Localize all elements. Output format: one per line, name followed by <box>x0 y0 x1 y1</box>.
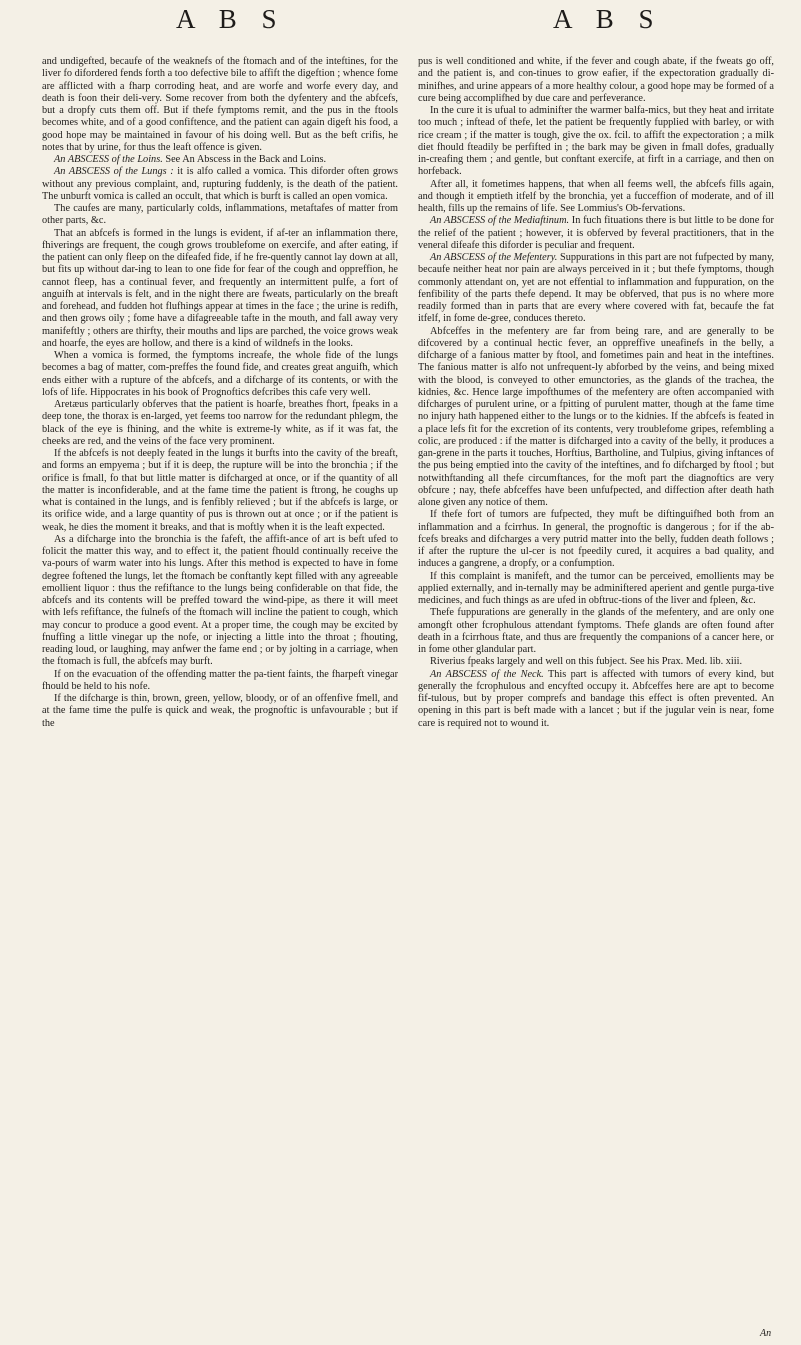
paragraph <box>42 669 398 694</box>
paragraph-text: As a difcharge into the bronchia is the fafeft, the affift-ance of art is beft ufed to folicit the matter this way, and to effect it, the patient fhould continually receive the va-pours of warm water into his lungs. After this method is expected to have in fome degree foftened the lungs, let the ftomach be conftantly kept filled with any agreeable emollient liquor : thus the refiftance to the lungs being confiderable on that fide, the abfcefs and its contents will be preffed toward the wind-pipe, as there it will meet with lefs refiftance, the fulnefs of the ftomach will incline the patient to cough, which may concur to produce a good event. At a proper time, the cough may be excited by fnuffing a little vinegar up the nofe, or injecting a little into the throat ; fhouting, reading loud, or laughing, may anfwer the fame end ; or by jolting in a carriage, when the ftomach is full, the abfcefs may burft. <box>42 533 398 668</box>
entry-heading: An ABSCESS of the Mefentery. <box>430 252 558 263</box>
catchword: An <box>760 1328 772 1339</box>
paragraph-text: When a vomica is formed, the fymptoms increafe, the whole fide of the lungs becomes a bag of matter, com-preffes the found fide, and creates great anguifh, which ends either with a rupture of the abfcefs, and a difcharge of its contents, or with the lofs of life. Hippocrates in his book of Prognoftics defcribes this cafe very well. <box>42 350 398 398</box>
paragraph <box>42 203 398 228</box>
running-head <box>0 4 801 40</box>
paragraph-text: If the abfcefs is not deeply feated in the lungs it burfts into the cavity of the breaft, and forms an empyema ; but if it is deep, the rupture will be into the bronchia ; if the orifice is fmall, fo that but little matter is difcharged at once, or if the quantity of all the matter is inconfiderable, and at the fame time the patient is ftrong, he coughs up what is contained in the lungs, and is fenfibly relieved ; but if the abfcefs is large, or its orifice wide, and a large quantity of pus is thrown out at once ; or if the patient is weak, he dies the moment it breaks, and that is moftly when it is the leaft expected. <box>42 448 398 533</box>
paragraph-text: See An Abscess in the Back and Loins. <box>162 154 327 165</box>
paragraph <box>418 509 774 570</box>
paragraph <box>42 154 398 166</box>
entry-heading: An ABSCESS of the Neck. <box>430 668 544 680</box>
paragraph <box>42 534 398 669</box>
paragraph <box>418 656 774 668</box>
paragraph <box>418 607 774 656</box>
paragraph-text: In fuch fituations there is but little to be done for the relief of the patient ; however, it is obferved by feveral practitioners, that in the veneral difeafe this diforder is peculiar and frequent. <box>418 215 774 251</box>
right-text-column <box>418 56 774 730</box>
paragraph <box>42 693 398 730</box>
paragraph <box>42 228 398 351</box>
paragraph-text: Riverius fpeaks largely and well on this fubject. See his Prax. Med. lib. xiii. <box>430 656 743 668</box>
paragraph <box>418 326 774 510</box>
paragraph <box>418 571 774 608</box>
paragraph <box>42 448 398 534</box>
running-head-left: A B S <box>176 4 286 34</box>
paragraph-text: This part is affected with tumors of every kind, but generally the fcrophulous and encyfted occupy it. Abfceffes here are apt to become fif-tulous, but by proper comprefs and bandage this effect is often prevented. An opening in this part is beft made with a lancet ; but if the jugular vein is near, fome care is required not to wound it. <box>418 668 775 729</box>
paragraph-text: it is alfo called a vomica. This diforder often grows without any previous complaint, and, rupturing fuddenly, is the death of the patient. The unburft vomica is called an occult, that which is burft is called an open vomica. <box>42 166 398 202</box>
paragraph-text: If the difcharge is thin, brown, green, yellow, bloody, or of an offenfive fmell, and at the fame time the pulfe is quick and weak, the prognoftic is unfavourable ; but if the <box>42 693 398 729</box>
paragraph-text: Thefe fuppurations are generally in the glands of the mefentery, and are only one amongft other fcrophulous attendant fymptoms. Thefe glands are often found after death in a fcirrhous ftate, and thus are frequently the companions of a cancer here, or in fome other glandular part. <box>418 607 774 655</box>
paragraph <box>418 105 774 179</box>
entry-heading: An ABSCESS of the Mediaftinum. <box>430 215 570 227</box>
paragraph <box>42 166 398 203</box>
paragraph <box>418 56 774 105</box>
paragraph-text: Suppurations in this part are not fufpected by many, becaufe neither heat nor pain are always perceived in it ; but thefe fymptoms, though commonly attendant on, yet are not effential to inflammation and fuppuration, on the fenfibility of the parts thefe depend. It may be obferved, that pus is no where more readily formed than in parts that are every where covered with fat, becaufe the fat itfelf, in fome de-gree, conduces thereto. <box>418 252 775 325</box>
left-text-column <box>42 56 398 730</box>
paragraph <box>418 215 774 252</box>
paragraph-text: That an abfcefs is formed in the lungs is evident, if af-ter an inflammation there, fhiverings are frequent, the cough grows troublefome on exercife, and after eating, if the patient can only fleep on the difeafed fide, if he fre-quently cannot lay down at all, but fits up without dar-ing to lean to one fide for fear of the cough and oppreffion, he cannot fleep, has a continual fever, and frequently an intermittent pulfe, a fort of anguifh at intervals is felt, and in the night there are fweats, particularly on the breaft and forehead, and fudden hot flufhings appear at times in the face ; the urine is redifh, and then grows oily ; fome have a difagreeable tafte in the mouth, and fall away very manifeftly ; others are thirfty, their mouths and lips are parched, the voice grows weak and hoarfe, the eyes are hollow, and there is a kind of wildnefs in the looks. <box>42 227 398 349</box>
paragraph-text: If this complaint is manifeft, and the tumor can be perceived, emollients may be applied externally, and in-ternally may be adminiftered aperient and gentle purga-tive medicines, and fuch things as are ufed in obftruc-tions of the liver and fpleen, &c. <box>418 570 774 606</box>
paragraph-text: pus is well conditioned and white, if the fever and cough abate, if the fweats go off, and the patient is, and con-tinues to grow eafier, if the expectoration gradually di-minifhes, and urine appears of a more healthy colour, a good hope may be formed of a cure being accomplifhed by due care and perfeverance. <box>418 56 774 104</box>
paragraph <box>42 56 398 154</box>
paragraph <box>418 179 774 216</box>
entry-heading: An ABSCESS of the Loins. <box>54 154 163 165</box>
paragraph-text: Aretæus particularly obferves that the patient is hoarfe, breathes fhort, fpeaks in a deep tone, the thorax is en-larged, yet feems too narrow for the redundant phlegm, the black of the eye is fhining, and the white is extreme-ly white, as if it was fat, the cheeks are red, and the veins of the face very prominent. <box>42 399 398 447</box>
paragraph <box>418 669 774 730</box>
paragraph <box>42 350 398 399</box>
paragraph-text: If thefe fort of tumors are fufpected, they muft be diftinguifhed both from an inflammation and a fcirrhus. In general, the prognoftic is dangerous ; for if the ab-fcefs breaks and difcharges a very putrid matter into the belly, fudden death follows ; if after the rupture the ul-cer is not fpeedily cured, it acquires a bad quality, and induces a gangrene, a dropfy, or a confumption. <box>418 509 774 570</box>
paragraph-text: After all, it fometimes happens, that when all feems well, the abfcefs fills again, and though it emptieth itfelf by the bronchia, yet a fucceffion of moderate, and of ill health, fills up the remains of life. See Lommius's Ob-fervations. <box>418 178 774 214</box>
paragraph-text: If on the evacuation of the offending matter the pa-tient faints, the fharpeft vinegar fhould be held to his nofe. <box>42 668 398 692</box>
paragraph <box>418 252 774 326</box>
paragraph-text: In the cure it is ufual to adminifter the warmer balfa-mics, but they heat and irritate too much ; inftead of thefe, let the patient be frequently fupplied with barley, or with rice cream ; if the matter is tough, give the ox. fcil. to affift the expectoration ; a milk diet fhould fteadily be perfifted in ; the bark may be given in fmall dofes, gradually in-creafing them ; and gentle, but conftant exercife, at firft in a carriage, and then on horfeback. <box>418 105 774 178</box>
running-head-right: A B S <box>553 4 663 34</box>
paragraph-text: Abfceffes in the mefentery are far from being rare, and are generally to be difcovered by a continual hectic fever, an oppreffive uneafinefs in the belly, a difcharge of a fanious matter by ftool, and fometimes pain and heat in the inteftines. The fanious matter is alfo not unfrequent-ly abforbed by the veins, and being mixed with the blood, is conveyed to other emunctories, as the glands of the trachea, the kidnies, &c. Hence large impofthumes of the mefentery are often accompanied with difcharges of purulent urine, or a fpitting of purulent matter, though at the fame time no injury hath happened either to the lungs or to the kidnies. If the abfcefs is feated in a place lefs fit for the excretion of its contents, very troublefome gripes, refembling a colic, are produced : if the matter is difcharged into a cavity of the belly, it produces a gan-grene in the parts it touches, Horftius, Bartholine, and Tulpius, giving inftances of the pus being emptied into the cavity of the inteftines, and fo difcharged by ftool ; but notwithftanding all thefe circumftances, for the moft part the diagnoftics are very obfcure ; nay, thefe abfceffes have been unfufpected, and diffection after death hath alone given any notice of them. <box>418 325 774 508</box>
entry-heading: An ABSCESS of the Lungs : <box>54 166 174 178</box>
paragraph <box>42 399 398 448</box>
paragraph-text: and undigefted, becaufe of the weaknefs of the ftomach and of the inteftines, for the liver fo difordered fends forth a too defective bile to affift the digeftion ; whence fome are afflicted with a fharp corroding heat, and are worfe and worfe every day, and death is foon their deli-very. Some recover from both the dyfentery and the abfcefs, but a dropfy cuts them off. But if thefe fymptoms remit, and the pus in the ftools becomes white, and of a good confiftence, and the patient can again digeft his food, a good hope may be maintained in favour of his doing well. But as the beft crifis, he notes that by urine, for thus the leaft offence is given. <box>42 56 398 153</box>
paragraph-text: The caufes are many, particularly colds, inflammations, metaftafes of matter from other parts, &c. <box>42 203 398 227</box>
